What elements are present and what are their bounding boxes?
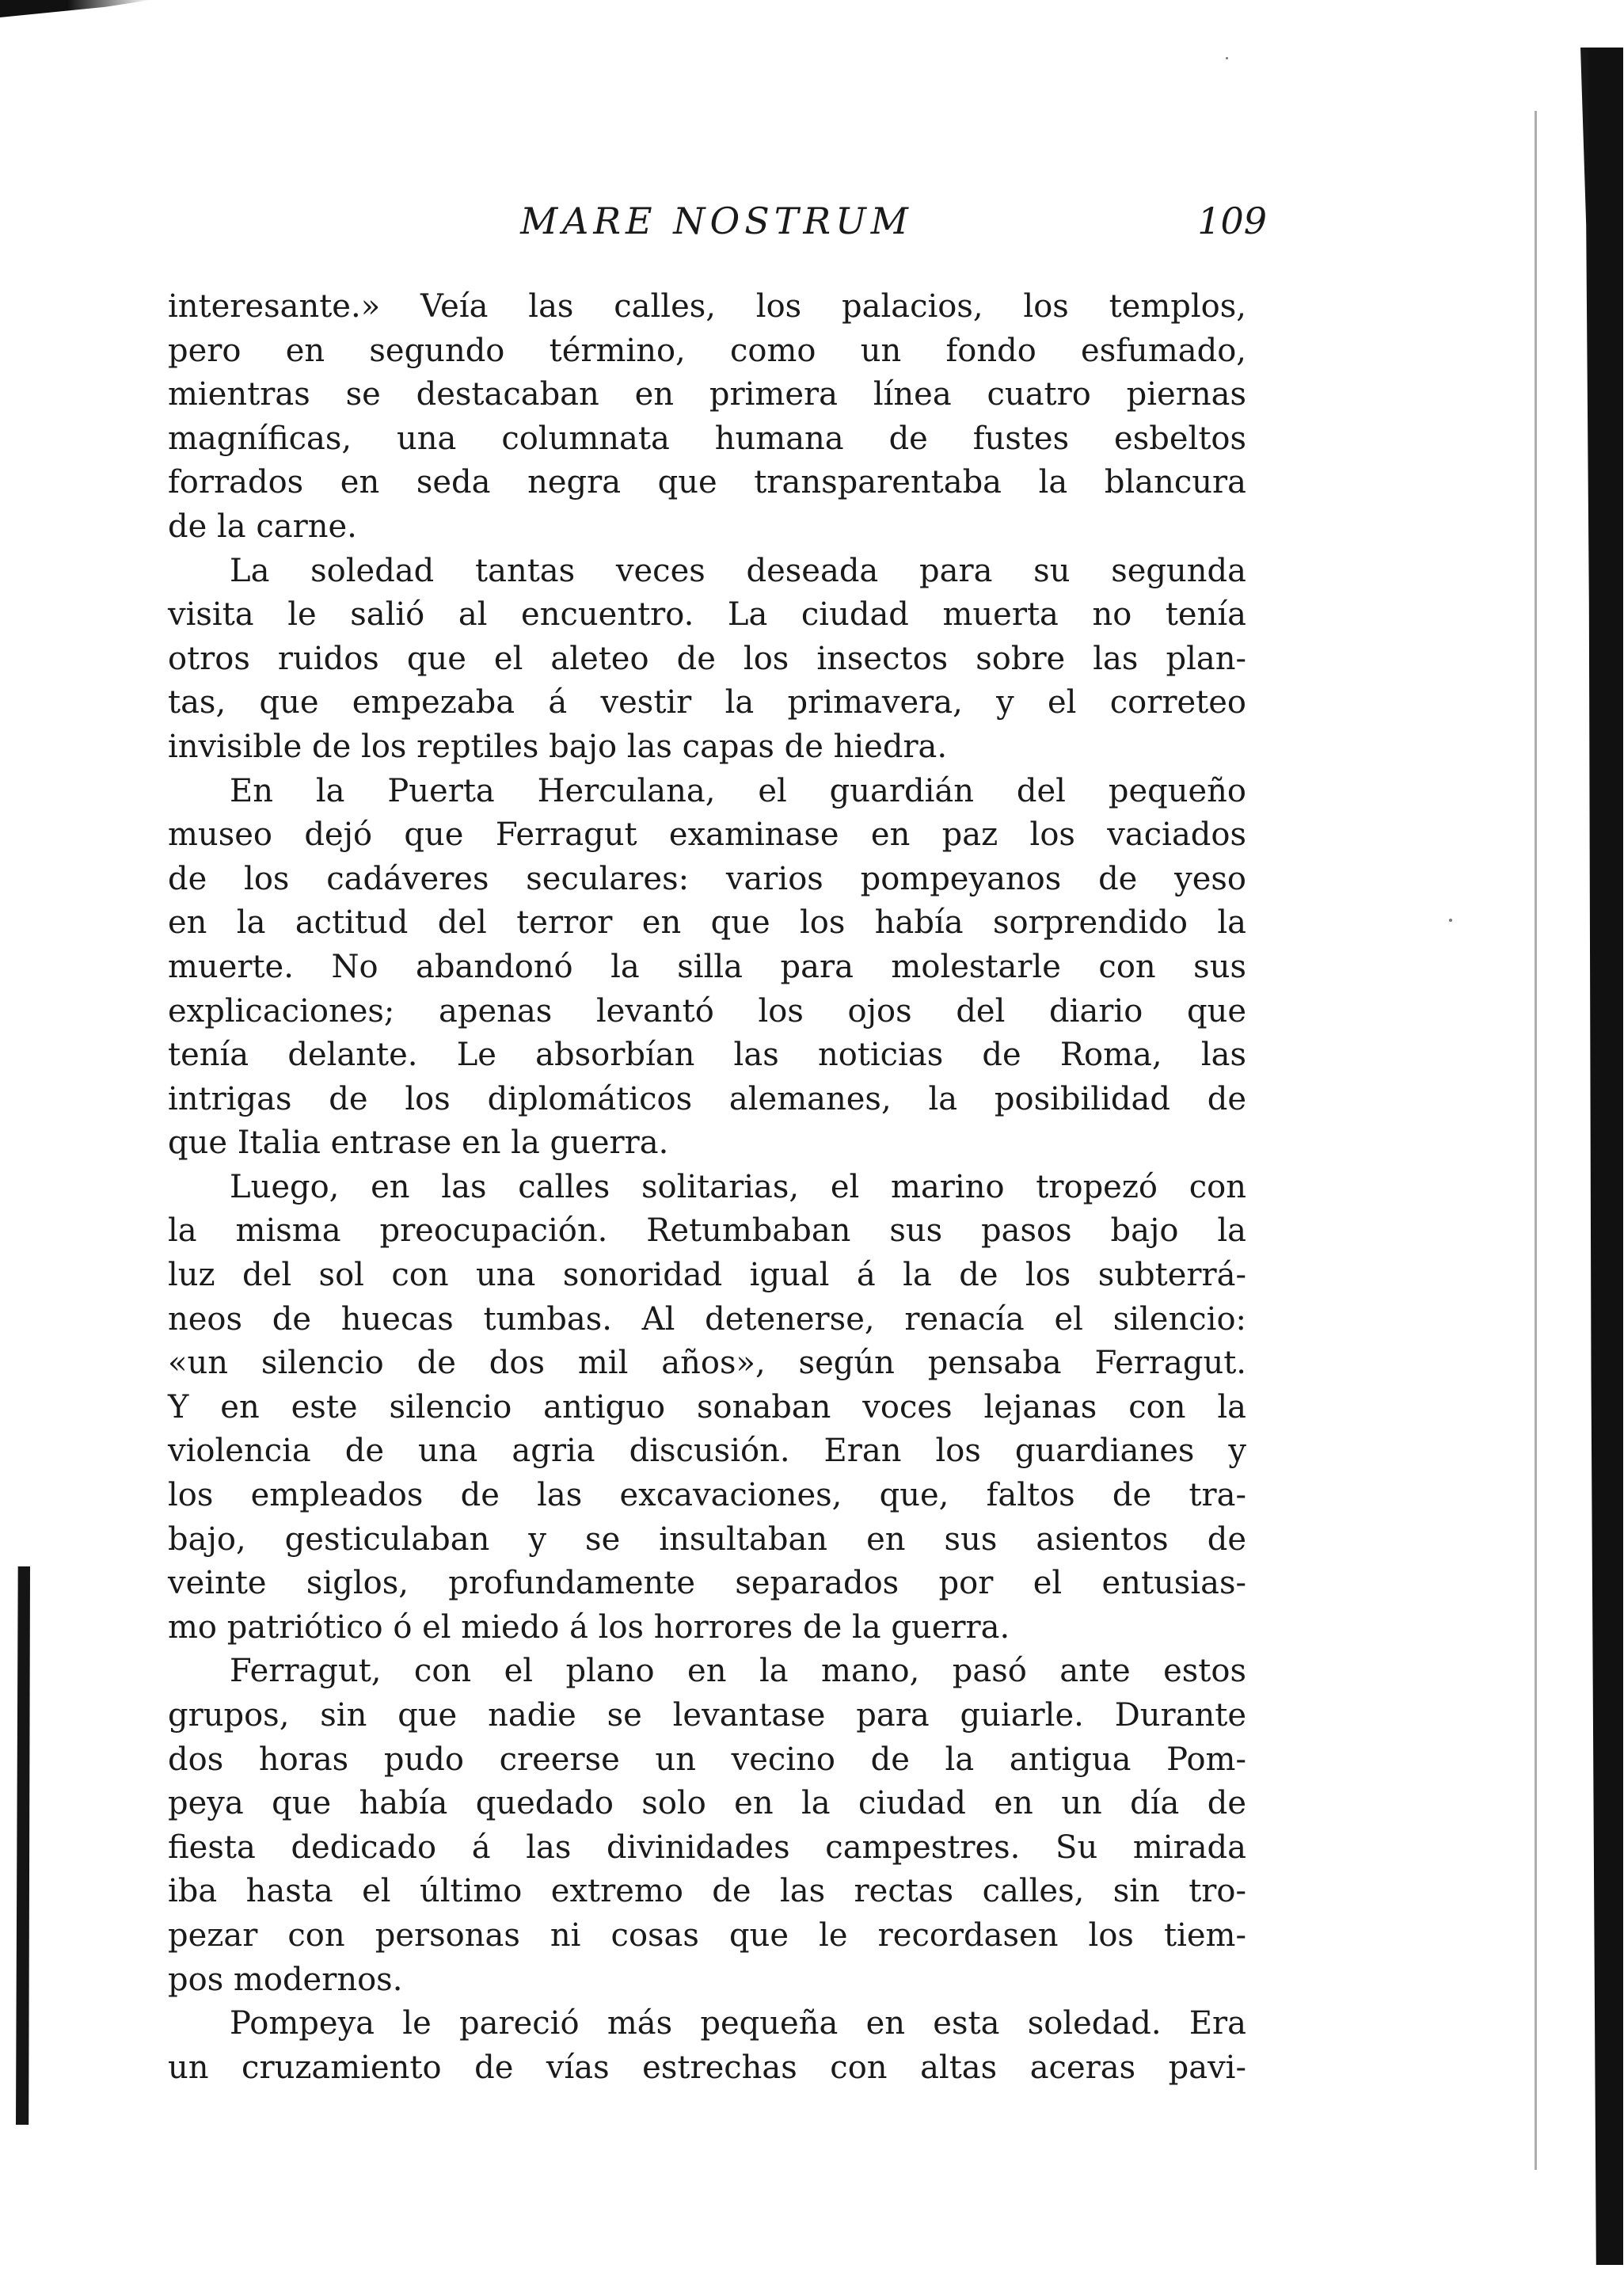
paragraph-first-line: Luego, en las calles solitarias, el marino tropezó con bbox=[230, 1168, 1246, 1205]
text-line: de la carne. bbox=[168, 508, 357, 545]
text-line: mo patriótico ó el miedo á los horrores de la guerra. bbox=[168, 1608, 1010, 1646]
scan-left-edge-shadow bbox=[16, 1566, 30, 2125]
text-line: visita le salió al encuentro. La ciudad muerta no tenía bbox=[168, 596, 1246, 634]
text-line: que Italia entrase en la guerra. bbox=[168, 1125, 669, 1162]
text-line: tenía delante. Le absorbían las noticias de Roma, las bbox=[168, 1037, 1246, 1074]
scan-speck bbox=[1449, 919, 1452, 922]
text-line: peya que había quedado solo en la ciudad en un día de bbox=[168, 1785, 1246, 1822]
text-line: muerte. No abandonó la silla para molestarle con sus bbox=[168, 948, 1246, 985]
text-line: pero en segundo término, como un fondo esfumado, bbox=[168, 332, 1246, 369]
text-line: explicaciones; apenas levantó los ojos del diario que bbox=[168, 992, 1246, 1030]
page-number: 109 bbox=[1197, 200, 1267, 242]
text-line: fiesta dedicado á las divinidades campestres. Su mirada bbox=[168, 1829, 1246, 1866]
text-line: forrados en seda negra que transparentaba la blancura bbox=[168, 464, 1246, 501]
text-line: veinte siglos, profundamente separados por el entusias- bbox=[168, 1565, 1246, 1602]
text-line: dos horas pudo creerse un vecino de la antigua Pom- bbox=[168, 1741, 1246, 1778]
page-header bbox=[166, 196, 1267, 245]
text-line: iba hasta el último extremo de las rectas calles, sin tro- bbox=[168, 1873, 1246, 1910]
text-line: museo dejó que Ferragut examinase en paz los vaciados bbox=[168, 816, 1246, 854]
text-line: pezar con personas ni cosas que le recordasen los tiem- bbox=[168, 1916, 1246, 1954]
paragraph-first-line: Pompeya le pareció más pequeña en esta soledad. Era bbox=[230, 2005, 1246, 2042]
running-title: MARE NOSTRUM bbox=[520, 200, 913, 242]
text-line: «un silencio de dos mil años», según pensaba Ferragut. bbox=[168, 1345, 1246, 1382]
text-line: Y en este silencio antiguo sonaban voces lejanas con la bbox=[168, 1388, 1246, 1425]
scan-right-edge-shadow bbox=[1552, 48, 1623, 2265]
body-text bbox=[168, 285, 1246, 2090]
scan-right-edge-line bbox=[1535, 111, 1537, 2170]
text-line: grupos, sin que nadie se levantase para guiarle. Durante bbox=[168, 1697, 1246, 1734]
text-line: un cruzamiento de vías estrechas con altas aceras pavi- bbox=[168, 2049, 1246, 2086]
paragraph-first-line: La soledad tantas veces deseada para su segunda bbox=[230, 552, 1246, 589]
text-line: interesante.» Veía las calles, los palacios, los templos, bbox=[168, 288, 1246, 325]
paragraph-first-line: En la Puerta Herculana, el guardián del pequeño bbox=[230, 772, 1246, 809]
scan-speck bbox=[1226, 57, 1228, 59]
text-line: intrigas de los diplomáticos alemanes, la posibilidad de bbox=[168, 1080, 1246, 1117]
text-line: neos de huecas tumbas. Al detenerse, renacía el silencio: bbox=[168, 1300, 1246, 1338]
text-line: en la actitud del terror en que los había sorprendido la bbox=[168, 904, 1246, 942]
text-line: de los cadáveres seculares: varios pompeyanos de yeso bbox=[168, 860, 1246, 897]
text-line: tas, que empezaba á vestir la primavera, y el correteo bbox=[168, 684, 1246, 721]
text-line: mientras se destacaban en primera línea cuatro piernas bbox=[168, 376, 1246, 413]
text-line: magníficas, una columnata humana de fustes esbeltos bbox=[168, 420, 1246, 457]
text-line: la misma preocupación. Retumbaban sus pasos bajo la bbox=[168, 1212, 1246, 1250]
text-line: los empleados de las excavaciones, que, faltos de tra- bbox=[168, 1477, 1246, 1514]
text-line: violencia de una agria discusión. Eran los guardianes y bbox=[168, 1433, 1246, 1470]
text-line: bajo, gesticulaban y se insultaban en sus asientos de bbox=[168, 1521, 1246, 1558]
text-line: luz del sol con una sonoridad igual á la de los subterrá- bbox=[168, 1257, 1246, 1294]
text-line: otros ruidos que el aleteo de los insectos sobre las plan- bbox=[168, 640, 1246, 677]
paragraph-first-line: Ferragut, con el plano en la mano, pasó ante estos bbox=[230, 1653, 1246, 1690]
text-line: pos modernos. bbox=[168, 1961, 403, 1998]
text-line: invisible de los reptiles bajo las capas de hiedra. bbox=[168, 728, 948, 765]
scan-corner-mark bbox=[0, 0, 150, 17]
